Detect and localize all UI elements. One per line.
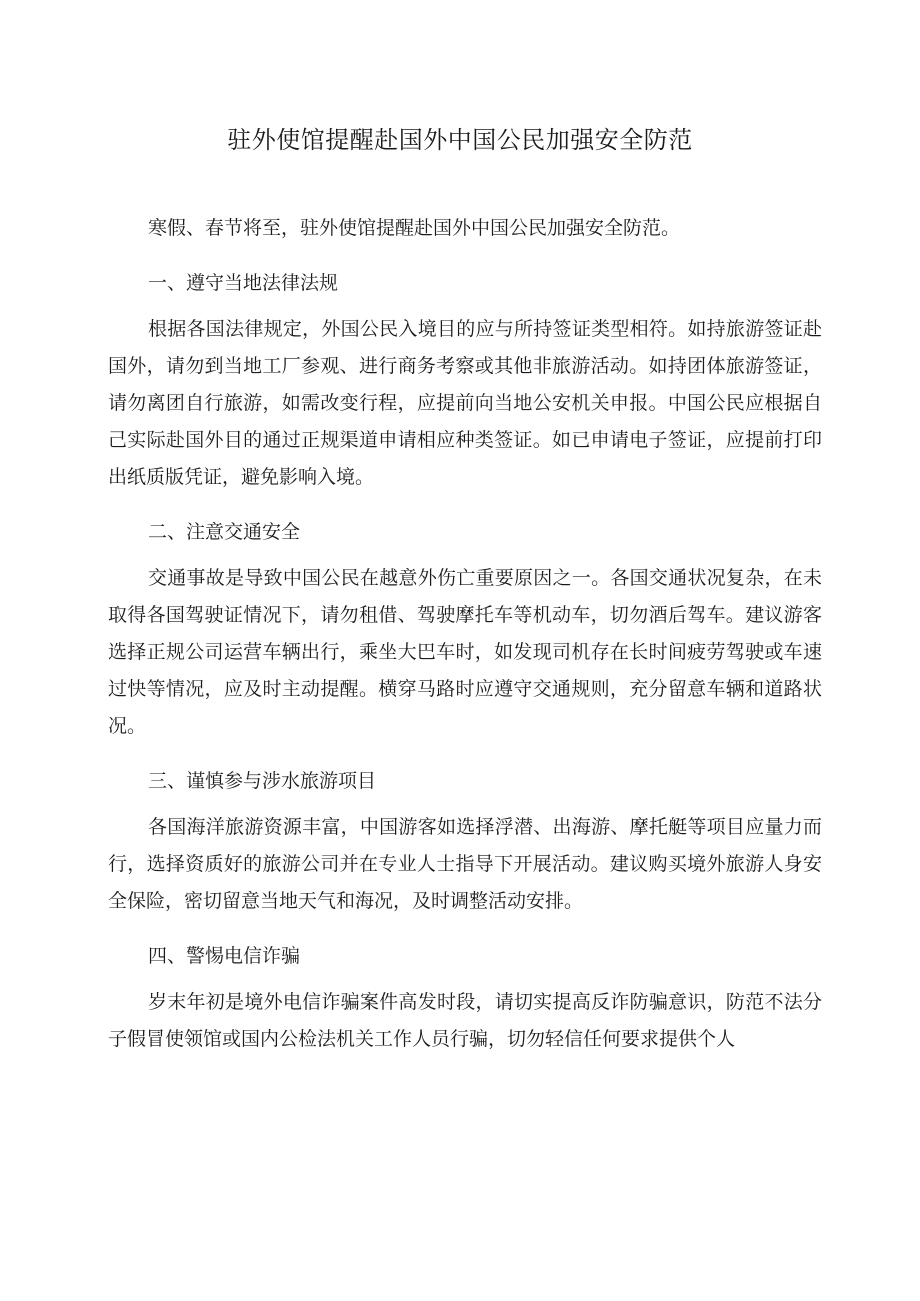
section-body-3: 各国海洋旅游资源丰富，中国游客如选择浮潜、出海游、摩托艇等项目应量力而行，选择资质好的旅游公司并在专业人士指导下开展活动。建议购买境外旅游人身安全保险，密切留意当地天气和海况，及时调整活动安排。 xyxy=(108,816,822,912)
intro-paragraph: 寒假、春节将至，驻外使馆提醒赴国外中国公民加强安全防范。 xyxy=(148,217,681,239)
document-body xyxy=(108,210,822,1058)
section-body-1: 根据各国法律规定，外国公民入境目的应与所持签证类型相符。如持旅游签证赴国外，请勿到当地工厂参观、进行商务考察或其他非旅游活动。如持团体旅游签证，请勿离团自行旅游，如需改变行程，应提前向当地公安机关申报。中国公民应根据自己实际赴国外目的通过正规渠道申请相应种类签证。如已申请电子签证，应提前打印出纸质版凭证，避免影响入境。 xyxy=(108,318,822,488)
section-heading-3: 三、谨慎参与涉水旅游项目 xyxy=(148,770,377,792)
section-heading-4: 四、警惕电信诈骗 xyxy=(148,945,301,967)
section-heading-2: 二、注意交通安全 xyxy=(148,521,301,543)
section-heading-1: 一、遵守当地法律法规 xyxy=(148,272,339,294)
section-body-2: 交通事故是导致中国公民在越意外伤亡重要原因之一。各国交通状况复杂，在未取得各国驾驶证情况下，请勿租借、驾驶摩托车等机动车，切勿酒后驾车。建议游客选择正规公司运营车辆出行，乘坐大巴车时，如发现司机存在长时间疲劳驾驶或车速过快等情况，应及时主动提醒。横穿马路时应遵守交通规则，充分留意车辆和道路状况。 xyxy=(108,567,822,737)
section-body-4: 岁末年初是境外电信诈骗案件高发时段，请切实提高反诈防骗意识，防范不法分子假冒使领馆或国内公检法机关工作人员行骗，切勿轻信任何要求提供个人 xyxy=(108,991,822,1050)
document-title: 驻外使馆提醒赴国外中国公民加强安全防范 xyxy=(227,126,693,154)
